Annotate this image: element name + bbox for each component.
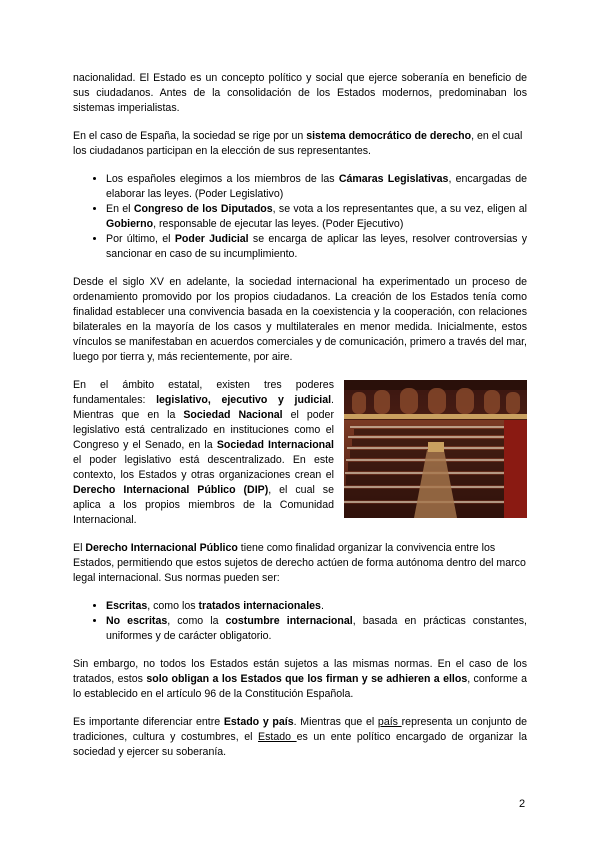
powers-list	[73, 172, 527, 262]
parliament-photo	[344, 380, 527, 518]
paragraph-powers: En el ámbito estatal, existen tres poderes fundamentales: legislativo, ejecutivo y judicial. Mientras que en la Sociedad Nacional el poder legislativo está centralizado en instituciones como el Congreso y el Senado, en la Sociedad Internacional el poder legislativo está descentralizado. En este contexto, los Estados y otras organizaciones crean el Derecho Internacional Público (DIP), el cual se aplica a los propios miembros de la Comunidad Internacional.	[73, 379, 334, 526]
list-item: • Escritas, como los tratados internacionales.	[106, 599, 527, 614]
section-with-photo	[73, 378, 527, 528]
norms-list	[73, 599, 527, 644]
page-number: 2	[519, 798, 526, 810]
list-item: • En el Congreso de los Diputados, se vota a los representantes que, a su vez, eligen al Gobierno, responsable de ejecutar las leyes. (Poder Ejecutivo)	[106, 202, 527, 232]
paragraph-intro: nacionalidad. El Estado es un concepto político y social que ejerce soberanía en beneficio de sus ciudadanos. Antes de la consolidación de los Estados modernos, predominaban los sistemas imperialistas.	[73, 72, 527, 114]
paragraph-spain: En el caso de España, la sociedad se rige por un sistema democrático de derecho, en el cual los ciudadanos participan en la elección de sus representantes.	[73, 130, 523, 157]
paragraph-dip: El Derecho Internacional Público tiene como finalidad organizar la convivencia entre los Estados, permitiendo que estos sujetos de derecho actúen de forma autónoma dentro del marco legal internacional. Sus normas pueden ser:	[73, 542, 526, 584]
list-item: • No escritas, como la costumbre internacional, basada en prácticas constantes, uniformes y de carácter obligatorio.	[106, 614, 527, 644]
page-content	[73, 71, 527, 773]
paragraph-history: Desde el siglo XV en adelante, la sociedad internacional ha experimentado un proceso de ordenamiento promovido por los propios ciudadanos. La creación de los Estados tenía como finalidad establecer una convivencia basada en la coexistencia y la cooperación, con relaciones bilaterales en la mayoría de los casos y multilaterales en menor medida. Inicialmente, estos vínculos se manifestaban en acuerdos comerciales y de comunicación, primero a través del mar, luego por tierra y, más recientemente, por aire.	[73, 276, 527, 363]
paragraph-treaties: Sin embargo, no todos los Estados están sujetos a las mismas normas. En el caso de los tratados, estos solo obligan a los Estados que los firman y se adhieren a ellos, conforme a lo establecido en el artículo 96 de la Constitución Española.	[73, 658, 527, 700]
list-item: • Los españoles elegimos a los miembros de las Cámaras Legislativas, encargadas de elaborar las leyes. (Poder Legislativo)	[106, 172, 527, 202]
paragraph-state-country: Es importante diferenciar entre Estado y país. Mientras que el país representa un conjunto de tradiciones, cultura y costumbres, el Estado es un ente político encargado de organizar la sociedad y ejercer su soberanía.	[73, 716, 528, 758]
list-item: • Por último, el Poder Judicial se encarga de aplicar las leyes, resolver controversias y sancionar en caso de su incumplimiento.	[106, 232, 527, 262]
